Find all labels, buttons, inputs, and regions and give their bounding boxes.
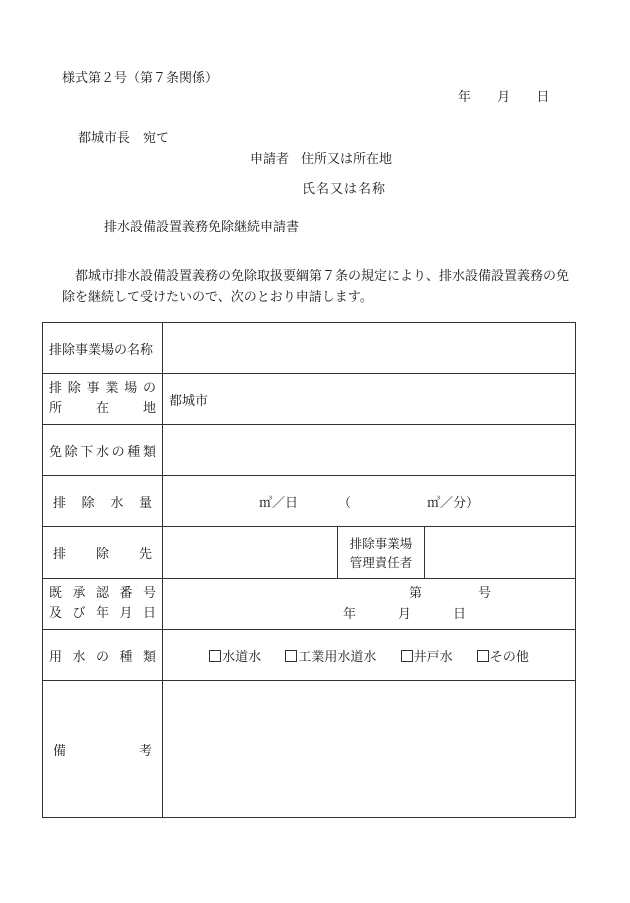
destination-field[interactable] [163, 527, 337, 578]
document-title: 排水設備設置義務免除継続申請書 [104, 220, 300, 235]
location-label: 排 除 事 業 場 の [49, 381, 156, 396]
address-label: 住所又は所在地 [301, 152, 393, 167]
flow-unit-day: ㎥／日 [258, 495, 298, 511]
approval-label-1: 既 承 認 番 号 [49, 586, 156, 601]
date-line [458, 86, 571, 105]
approval-month: 月 [398, 607, 412, 622]
flow-field[interactable] [163, 476, 576, 527]
remarks-field[interactable] [163, 681, 576, 818]
approval-no-prefix: 第 [409, 586, 423, 601]
approval-label-2: 及 び 年 月 日 [49, 606, 156, 621]
water-option-other[interactable]: その他 [477, 646, 529, 665]
name-label: 氏名又は名称 [302, 182, 387, 197]
approval-no-suffix: 号 [478, 586, 492, 601]
approval-field[interactable] [163, 579, 576, 630]
site-name-label: 排除事業場の名称 [43, 323, 163, 374]
manager-field[interactable] [425, 527, 575, 578]
flow-label: 排 除 水 量 [53, 495, 152, 511]
checkbox-icon[interactable] [285, 650, 297, 662]
row-location [43, 374, 576, 425]
checkbox-icon[interactable] [477, 650, 489, 662]
intro-paragraph: 都城市排水設備設置義務の免除取扱要綱第７条の規定により、排水設備設置義務の免除を継続して受けたいので、次のとおり申請します。 [62, 269, 570, 305]
row-destination [43, 527, 576, 579]
row-remarks [43, 681, 576, 818]
approval-day: 日 [453, 607, 467, 622]
location-field[interactable]: 都城市 [163, 374, 576, 425]
addressee: 都城市長 宛て [78, 131, 170, 146]
checkbox-icon[interactable] [209, 650, 221, 662]
water-option-industrial[interactable]: 工業用水道水 [285, 646, 376, 665]
water-options [169, 646, 569, 665]
water-type-label: 用 水 の 種 類 [49, 649, 156, 665]
destination-label: 排 除 先 [53, 547, 152, 562]
application-table [42, 322, 576, 818]
approval-year: 年 [343, 607, 357, 622]
applicant-line [250, 148, 392, 167]
sewage-type-field[interactable] [163, 425, 576, 476]
form-id: 様式第２号（第７条関係） [62, 71, 219, 86]
checkbox-icon[interactable] [401, 650, 413, 662]
date-day: 日 [536, 90, 550, 105]
row-sewage-type [43, 425, 576, 476]
sewage-type-label: 免 除 下 水 の 種 類 [49, 444, 156, 460]
manager-label: 排除事業場 管理責任者 [337, 527, 425, 578]
remarks-label: 備 考 [53, 743, 152, 759]
row-approval [43, 579, 576, 630]
applicant-label: 申請者 [250, 152, 290, 167]
water-option-tap[interactable]: 水道水 [209, 646, 261, 665]
site-name-field[interactable] [163, 323, 576, 374]
row-water-type [43, 630, 576, 681]
location-label-2: 所 在 地 [49, 401, 156, 416]
flow-open: （ [337, 495, 351, 511]
flow-unit-min: ㎥／分） [427, 495, 480, 511]
row-site-name [43, 323, 576, 374]
date-month: 月 [497, 90, 511, 105]
water-option-well[interactable]: 井戸水 [401, 646, 453, 665]
date-year: 年 [458, 90, 472, 105]
row-flow [43, 476, 576, 527]
